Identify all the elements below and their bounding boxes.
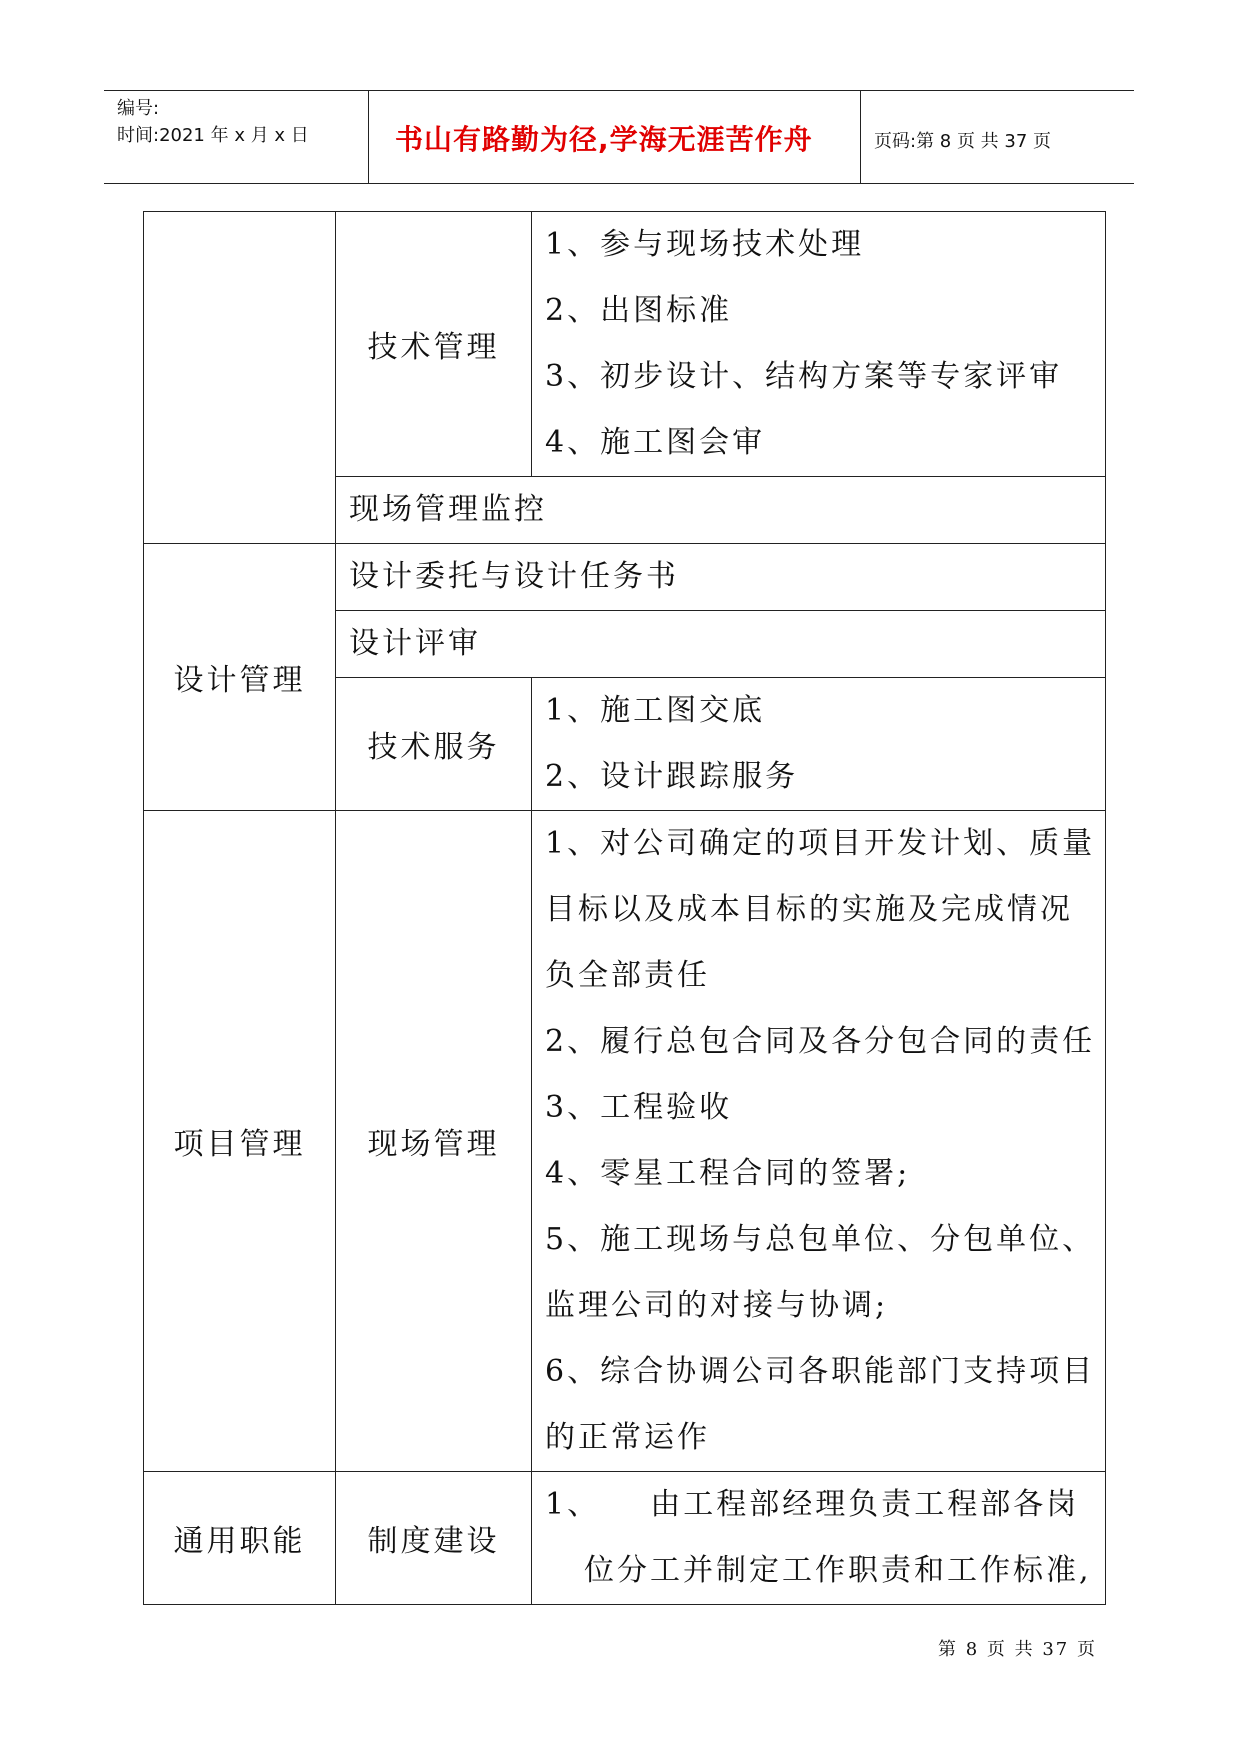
header-bottom-rule [104, 183, 1134, 184]
header-page-label: 页码:第 8 页 共 37 页 [874, 131, 1052, 152]
list-item: 1、参与现场技术处理 [545, 227, 865, 262]
list-item: 4、零星工程合同的签署; [545, 1156, 911, 1191]
list-item: 6、综合协调公司各职能部门支持项目 [545, 1354, 1096, 1389]
list-item: 的正常运作 [545, 1420, 710, 1455]
site-monitor-text: 现场管理监控 [349, 492, 547, 527]
table-row [144, 544, 1106, 611]
design-entrust-cell [336, 544, 1106, 611]
site-monitor-cell [336, 477, 1106, 544]
category-cell-empty [144, 212, 336, 544]
header-divider-left [368, 90, 369, 183]
list-item: 4、施工图会审 [545, 425, 766, 460]
duty-list [532, 1472, 1106, 1605]
list-item: 2、设计跟踪服务 [545, 759, 799, 794]
list-item: 负全部责任 [545, 958, 710, 993]
list-item: 3、工程验收 [545, 1090, 733, 1125]
list-item: 2、履行总包合同及各分包合同的责任 [545, 1024, 1096, 1059]
duty-list [532, 212, 1106, 477]
duty-list [532, 678, 1106, 811]
duty-table [143, 211, 1106, 1605]
doc-number-label: 编号: [117, 98, 160, 119]
design-entrust-text: 设计委托与设计任务书 [349, 559, 679, 594]
category-project-management: 项目管理 [144, 811, 336, 1472]
design-review-text: 设计评审 [349, 626, 481, 661]
sub-label-tech-service: 技术服务 [336, 678, 532, 811]
list-item: 5、施工现场与总包单位、分包单位、 [545, 1222, 1096, 1257]
sub-label-tech-management: 技术管理 [336, 212, 532, 477]
header-motto: 书山有路勤为径,学海无涯苦作舟 [395, 123, 813, 156]
table-row [144, 811, 1106, 1472]
table-row [144, 212, 1106, 477]
list-item: 位分工并制定工作职责和工作标准, [584, 1553, 1092, 1588]
list-item: 目标以及成本目标的实施及完成情况 [545, 892, 1073, 927]
footer-page-number: 第 8 页 共 37 页 [938, 1639, 1097, 1660]
list-item: 1、施工图交底 [545, 693, 766, 728]
category-design-management: 设计管理 [144, 544, 336, 811]
doc-time-label: 时间:2021 年 x 月 x 日 [117, 125, 309, 146]
category-general-function: 通用职能 [144, 1472, 336, 1605]
list-item: 3、初步设计、结构方案等专家评审 [545, 359, 1063, 394]
design-review-cell [336, 611, 1106, 678]
table-row [144, 1472, 1106, 1605]
list-item: 1、对公司确定的项目开发计划、质量 [545, 826, 1096, 861]
sub-label-site-management: 现场管理 [336, 811, 532, 1472]
list-item: 2、出图标准 [545, 293, 733, 328]
list-item: 1、 由工程部经理负责工程部各岗 [545, 1487, 1080, 1522]
duty-list [532, 811, 1106, 1472]
header-top-rule [104, 90, 1134, 91]
sub-label-system-building: 制度建设 [336, 1472, 532, 1605]
list-item: 监理公司的对接与协调; [545, 1288, 889, 1323]
header-divider-right [860, 90, 861, 183]
